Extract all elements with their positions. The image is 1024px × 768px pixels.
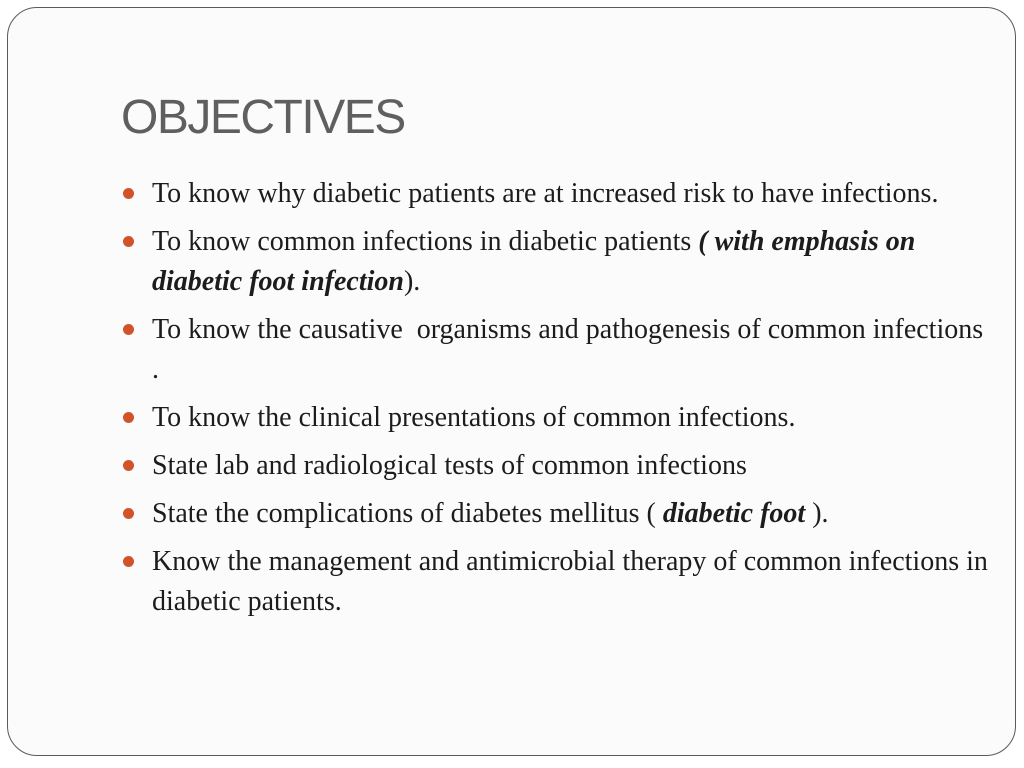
slide-title: OBJECTIVES [121, 91, 405, 144]
bullet-dot-icon [123, 324, 134, 335]
bullet-text: To know the causative organisms and pathogenesis of common infections . [152, 314, 991, 385]
list-item [121, 494, 991, 534]
objectives-list [121, 174, 991, 630]
bullet-emphasis-text: ( with emphasis on diabetic foot infection [152, 226, 916, 297]
bullet-text: To know common infections in diabetic patients [152, 226, 699, 257]
bullet-dot-icon [123, 460, 134, 471]
bullet-dot-icon [123, 508, 134, 519]
slide-frame [7, 7, 1016, 756]
list-item [121, 310, 991, 390]
bullet-dot-icon [123, 412, 134, 423]
bullet-dot-icon [123, 236, 134, 247]
list-item [121, 398, 991, 438]
bullet-text: ). [403, 266, 421, 297]
bullet-text: State lab and radiological tests of common infections [152, 450, 747, 481]
bullet-dot-icon [123, 188, 134, 199]
bullet-text: To know the clinical presentations of common infections. [152, 402, 796, 433]
bullet-emphasis-text: diabetic foot [662, 498, 806, 529]
list-item [121, 542, 991, 622]
bullet-text: Know the management and antimicrobial therapy of common infections in diabetic patients. [152, 546, 988, 617]
bullet-text: ). [805, 498, 829, 529]
list-item [121, 222, 991, 302]
bullet-text: State the complications of diabetes mellitus ( [152, 498, 663, 529]
list-item [121, 446, 991, 486]
bullet-text: To know why diabetic patients are at increased risk to have infections. [152, 178, 939, 209]
list-item [121, 174, 991, 214]
bullet-dot-icon [123, 556, 134, 567]
